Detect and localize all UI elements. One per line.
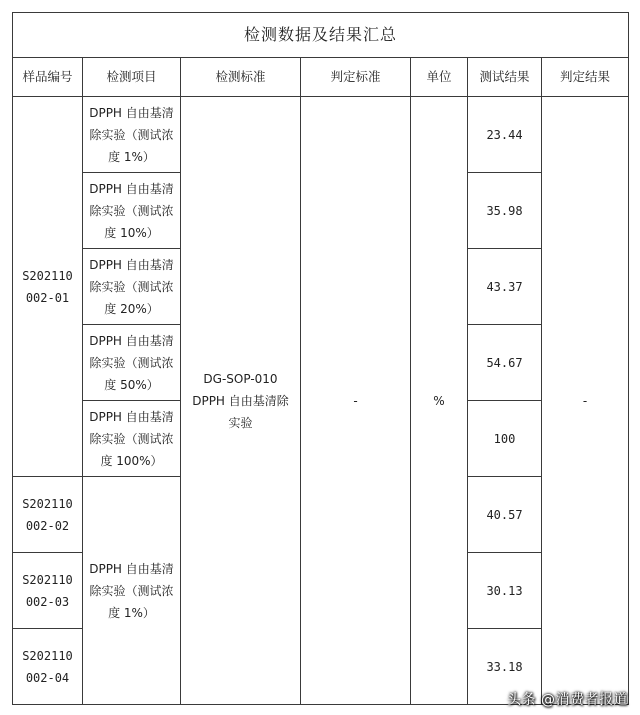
results-summary-sheet xyxy=(12,12,629,705)
header-sample-no: 样品编号 xyxy=(13,58,83,97)
table-row xyxy=(13,97,629,173)
header-test-standard: 检测标准 xyxy=(181,58,301,97)
header-judgment-result: 判定结果 xyxy=(542,58,629,97)
results-table xyxy=(12,12,629,705)
sample-number-cell: S202110 002-02 xyxy=(13,477,83,553)
header-row xyxy=(13,58,629,97)
header-judgment-standard: 判定标准 xyxy=(301,58,411,97)
test-item-cell: DPPH 自由基清除实验（测试浓度 50%） xyxy=(83,325,181,401)
sample-number-cell: S202110 002-04 xyxy=(13,629,83,705)
result-cell: 30.13 xyxy=(468,553,542,629)
test-item-cell: DPPH 自由基清除实验（测试浓度 1%） xyxy=(83,477,181,705)
result-cell: 54.67 xyxy=(468,325,542,401)
header-test-result: 测试结果 xyxy=(468,58,542,97)
result-cell: 33.18 xyxy=(468,629,542,705)
result-cell: 35.98 xyxy=(468,173,542,249)
sample-number-cell: S202110 002-03 xyxy=(13,553,83,629)
header-unit: 单位 xyxy=(411,58,468,97)
test-standard-cell: DG-SOP-010 DPPH 自由基清除实验 xyxy=(181,97,301,705)
unit-cell: % xyxy=(411,97,468,705)
test-item-cell: DPPH 自由基清除实验（测试浓度 20%） xyxy=(83,249,181,325)
result-cell: 40.57 xyxy=(468,477,542,553)
test-item-cell: DPPH 自由基清除实验（测试浓度 1%） xyxy=(83,97,181,173)
judgment-result-cell: - xyxy=(542,97,629,705)
watermark: 头条 @消费者报道 xyxy=(507,692,628,708)
test-item-cell: DPPH 自由基清除实验（测试浓度 10%） xyxy=(83,173,181,249)
table-title: 检测数据及结果汇总 xyxy=(13,13,629,58)
result-cell: 43.37 xyxy=(468,249,542,325)
test-item-cell: DPPH 自由基清除实验（测试浓度 100%） xyxy=(83,401,181,477)
judgment-standard-cell: - xyxy=(301,97,411,705)
header-test-item: 检测项目 xyxy=(83,58,181,97)
result-cell: 100 xyxy=(468,401,542,477)
sample-number-cell: S202110 002-01 xyxy=(13,97,83,477)
result-cell: 23.44 xyxy=(468,97,542,173)
